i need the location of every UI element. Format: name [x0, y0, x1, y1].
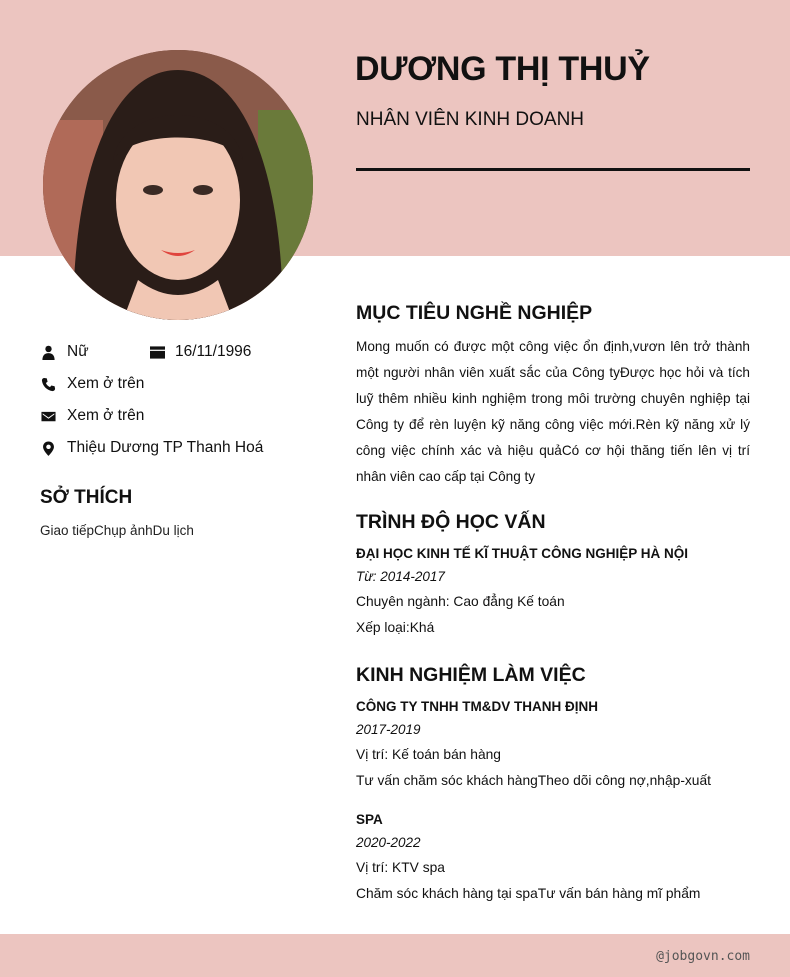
job-position: Vị trí: KTV spa [356, 860, 445, 875]
education-school: ĐẠI HỌC KINH TẾ KĨ THUẬT CÔNG NGHIỆP HÀ NỘI [356, 546, 689, 561]
job-company: SPA [356, 812, 383, 827]
avatar [43, 50, 313, 320]
job-period: 2017-2019 [356, 722, 421, 737]
avatar-photo [43, 50, 313, 320]
email-row [40, 406, 144, 426]
address-row [40, 438, 263, 458]
birthdate-value: 16/11/1996 [175, 343, 252, 360]
job-duties: Tư vấn chăm sóc khách hàngTheo dõi công nợ,nhập-xuất [356, 773, 711, 788]
job-duties: Chăm sóc khách hàng tại spaTư vấn bán hàng mĩ phẩm [356, 886, 701, 901]
gender-row [40, 342, 89, 362]
person-icon [40, 344, 56, 360]
job-title: NHÂN VIÊN KINH DOANH [356, 109, 585, 130]
education-grade: Xếp loại:Khá [356, 620, 435, 635]
objective-text: Mong muốn có được một công việc ổn định,vươn lên trở thành một người nhân viên xuất sắc của Công tyĐược học hỏi và tích luỹ thêm nhiều kinh nghiệm trong môi trường chuyên nghiệp tại Công ty để rèn luyện kỹ năng công việc mới.Rèn kỹ năng xử lý công việc chính xác và hiệu quảCó cơ hội thăng tiến lên vị trí nhân viên cao cấp tại Công ty [356, 339, 750, 484]
objective-heading: MỤC TIÊU NGHỀ NGHIỆP [356, 302, 593, 324]
phone-row [40, 374, 144, 394]
job-period: 2020-2022 [356, 835, 421, 850]
education-period: Từ: 2014-2017 [356, 569, 445, 584]
phone-icon [40, 376, 56, 392]
email-value: Xem ở trên [67, 407, 145, 424]
hobbies-heading: SỞ THÍCH [40, 487, 133, 508]
watermark-text: @jobgovn.com [656, 949, 750, 964]
candidate-name: DƯƠNG THỊ THUỶ [355, 50, 650, 88]
job-company: CÔNG TY TNHH TM&DV THANH ĐỊNH [356, 699, 598, 714]
gender-value: Nữ [67, 343, 89, 360]
education-major: Chuyên ngành: Cao đẳng Kế toán [356, 594, 565, 609]
calendar-icon [150, 344, 166, 360]
address-value: Thiệu Dương TP Thanh Hoá [67, 439, 264, 456]
job-position: Vị trí: Kế toán bán hàng [356, 747, 501, 762]
location-pin-icon [40, 440, 56, 456]
hobbies-text: Giao tiếpChụp ảnhDu lịch [40, 523, 194, 538]
mail-icon [40, 408, 56, 424]
title-divider [356, 168, 750, 171]
phone-value: Xem ở trên [67, 375, 145, 392]
experience-heading: KINH NGHIỆM LÀM VIỆC [356, 664, 586, 686]
education-heading: TRÌNH ĐỘ HỌC VẤN [356, 511, 546, 533]
birthdate-row [150, 342, 251, 362]
